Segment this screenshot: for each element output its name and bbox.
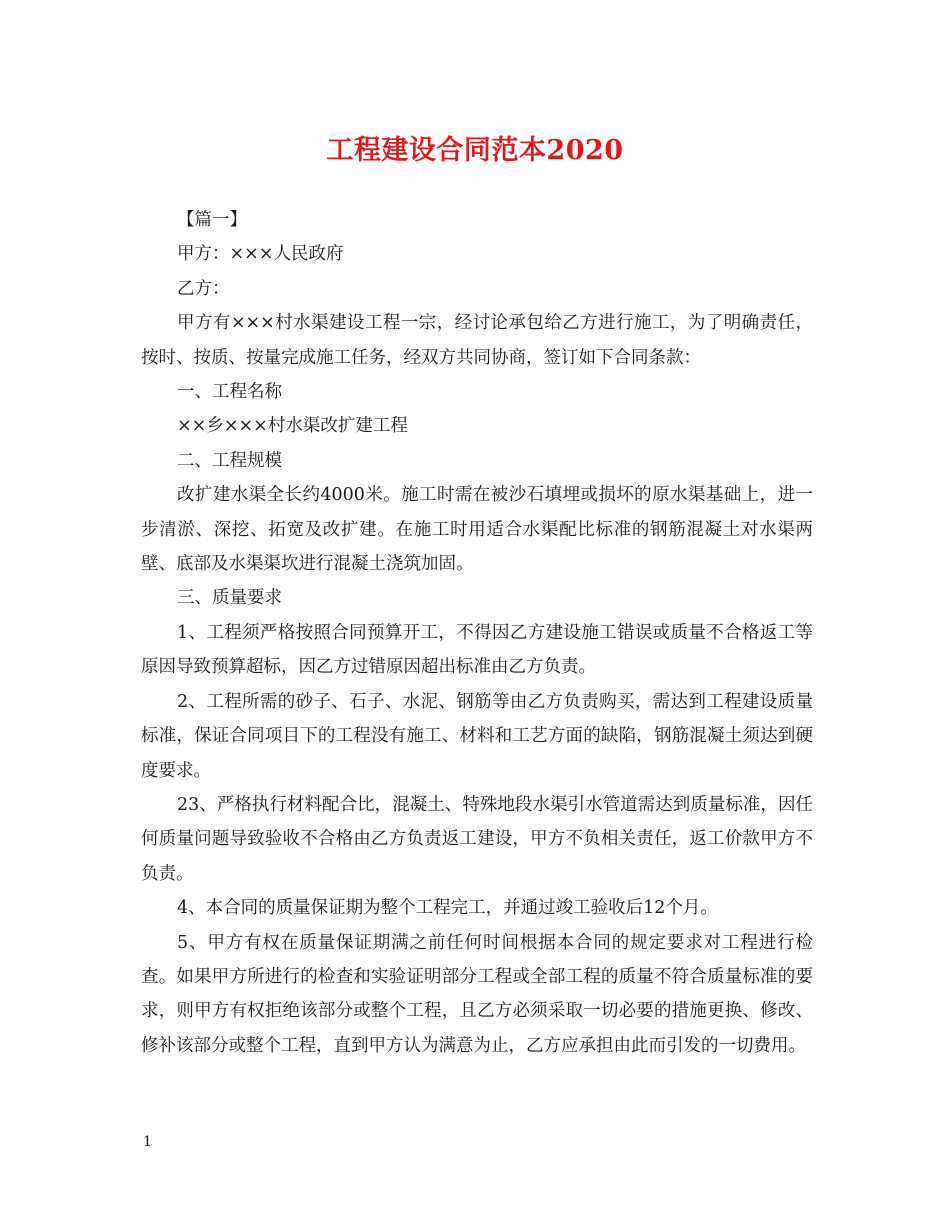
paragraph-quality-5: 5、甲方有权在质量保证期满之前任何时间根据本合同的规定要求对工程进行检查。如果甲方所进行的检查和实验证明部分工程或全部工程的质量不符合质量标准的要求，则甲方有权拒绝该部分或整个工程，且乙方必须采取一切必要的措施更换、修改、修补该部分或整个工程，直到甲方认为满意为止，乙方应承担由此而引发的一切费用。 xyxy=(141,932,813,1056)
paragraph-quality-1: 1、工程须严格按照合同预算开工，不得因乙方建设施工错误或质量不合格返工等原因导致预算超标，因乙方过错原因超出标准由乙方负责。 xyxy=(141,622,813,678)
paragraph-section-label: 【篇一】 xyxy=(177,210,247,230)
paragraph-party-a: 甲方：×××人民政府 xyxy=(177,244,344,265)
paragraph-project-name: ××乡×××村水渠改扩建工程 xyxy=(177,416,408,437)
document-body xyxy=(141,203,813,1063)
paragraph-intro: 甲方有×××村水渠建设工程一宗，经讨论承包给乙方进行施工，为了明确责任，按时、按质、按量完成施工任务，经双方共同协商，签订如下合同条款： xyxy=(141,313,813,368)
paragraph-quality-2: 2、工程所需的砂子、石子、水泥、钢筋等由乙方负责购买，需达到工程建设质量标准，保证合同项目下的工程没有施工、材料和工艺方面的缺陷，钢筋混凝土须达到硬度要求。 xyxy=(141,691,813,781)
page-number: 1 xyxy=(143,1134,152,1150)
paragraph-quality-3: 23、严格执行材料配合比，混凝土、特殊地段水渠引水管道需达到质量标准，因任何质量问题导致验收不合格由乙方负责返工建设，甲方不负相关责任，返工价款甲方不负责。 xyxy=(141,794,813,884)
paragraph-project-scale: 改扩建水渠全长约4000米。施工时需在被沙石填埋或损坏的原水渠基础上，进一步清淤、深挖、拓宽及改扩建。在施工时用适合水渠配比标准的钢筋混凝土对水渠两壁、底部及水渠渠坎进行混凝土浇筑加固。 xyxy=(141,485,813,575)
document-title: 工程建设合同范本2020 xyxy=(326,135,624,166)
heading-project-scale: 二、工程规模 xyxy=(177,450,282,471)
heading-project-name: 一、工程名称 xyxy=(177,382,282,403)
paragraph-party-b: 乙方： xyxy=(177,278,230,299)
heading-quality-requirements: 三、质量要求 xyxy=(177,588,282,609)
paragraph-quality-4: 4、本合同的质量保证期为整个工程完工，并通过竣工验收后12个月。 xyxy=(177,898,718,919)
